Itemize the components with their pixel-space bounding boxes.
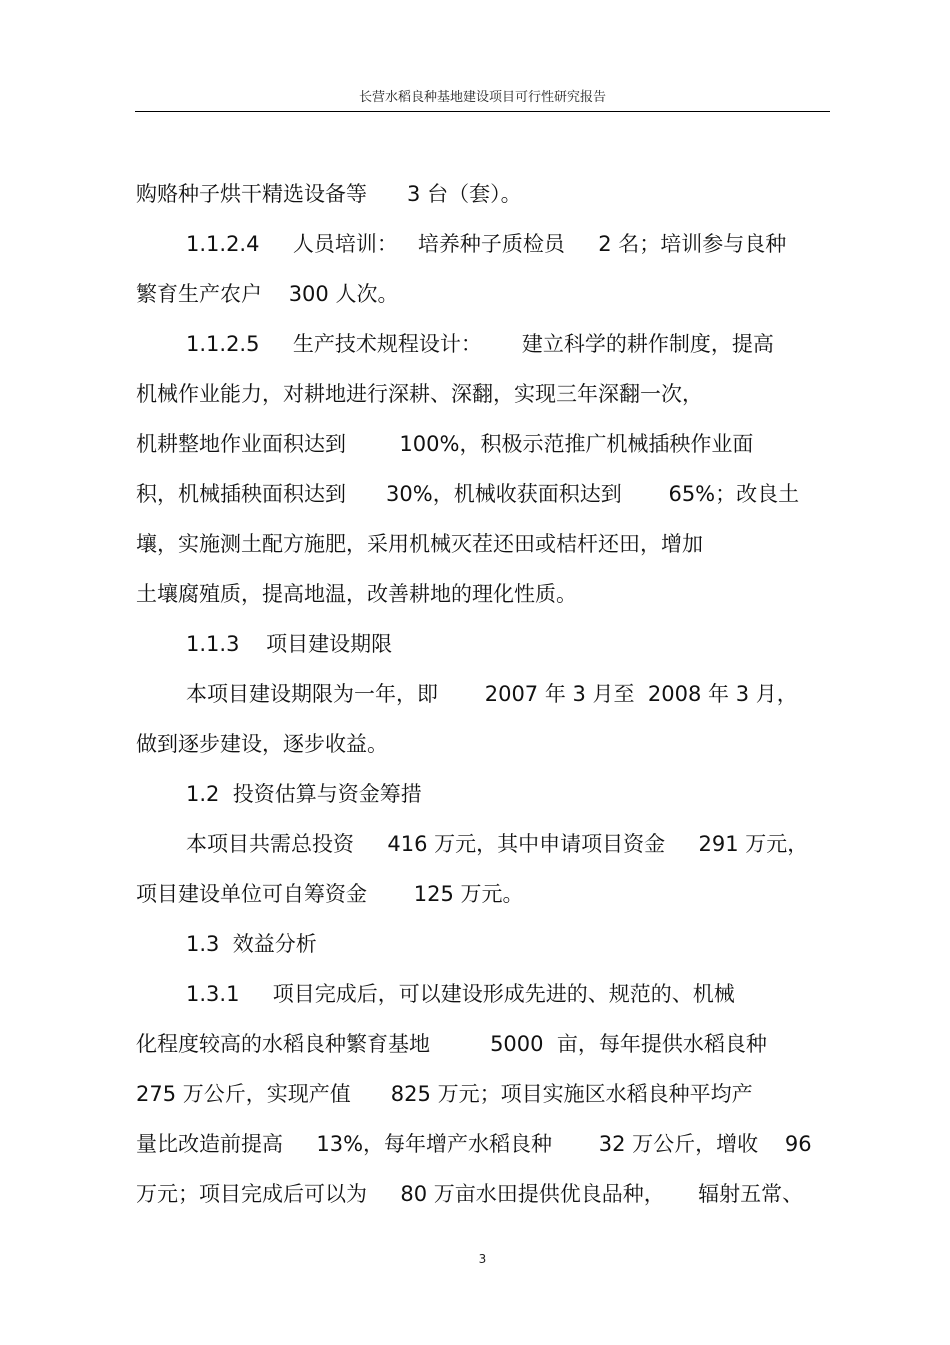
text-line: 1.1.2.4 人员培训： 培养种子质检员 2 名；培训参与良种 bbox=[186, 232, 787, 256]
text-line: 1.3.1 项目完成后，可以建设形成先进的、规范的、机械 bbox=[186, 982, 735, 1006]
page-header: 长营水稻良种基地建设项目可行性研究报告 bbox=[358, 90, 606, 105]
text-line: 繁育生产农户 300 人次。 bbox=[136, 282, 399, 306]
text-line: 购赂种子烘干精选设备等 3 台（套）。 bbox=[136, 182, 522, 206]
page-number: 3 bbox=[478, 1252, 487, 1266]
text-line: 机械作业能力，对耕地进行深耕、深翻，实现三年深翻一次， bbox=[136, 382, 703, 406]
section-heading: 1.1.3 项目建设期限 bbox=[186, 632, 393, 656]
text-line: 项目建设单位可自筹资金 125 万元。 bbox=[136, 882, 524, 906]
section-heading: 1.2 投资估算与资金筹措 bbox=[186, 782, 422, 806]
text-line: 万元；项目完成后可以为 80 万亩水田提供优良品种， 辐射五常、 bbox=[136, 1182, 804, 1206]
text-line: 机耕整地作业面积达到 100%，积极示范推广机械插秧作业面 bbox=[136, 432, 754, 456]
text-line: 做到逐步建设，逐步收益。 bbox=[136, 732, 388, 756]
text-line: 1.1.2.5 生产技术规程设计： 建立科学的耕作制度，提高 bbox=[186, 332, 774, 356]
text-line: 壤，实施测土配方施肥，采用机械灭茬还田或桔杆还田，增加 bbox=[136, 532, 703, 556]
text-line: 275 万公斤，实现产值 825 万元；项目实施区水稻良种平均产 bbox=[136, 1082, 753, 1106]
text-line: 量比改造前提高 13%，每年增产水稻良种 32 万公斤，增收 96 bbox=[136, 1132, 812, 1156]
text-line: 本项目建设期限为一年，即 2007 年 3 月至 2008 年 3 月， bbox=[186, 682, 798, 706]
text-line: 本项目共需总投资 416 万元，其中申请项目资金 291 万元， bbox=[186, 832, 809, 856]
header-rule bbox=[135, 111, 830, 112]
text-line: 土壤腐殖质，提高地温，改善耕地的理化性质。 bbox=[136, 582, 577, 606]
section-heading: 1.3 效益分析 bbox=[186, 932, 317, 956]
text-line: 积，机械插秧面积达到 30%，机械收获面积达到 65%；改良土 bbox=[136, 482, 800, 506]
text-line: 化程度较高的水稻良种繁育基地 5000 亩，每年提供水稻良种 bbox=[136, 1032, 767, 1056]
